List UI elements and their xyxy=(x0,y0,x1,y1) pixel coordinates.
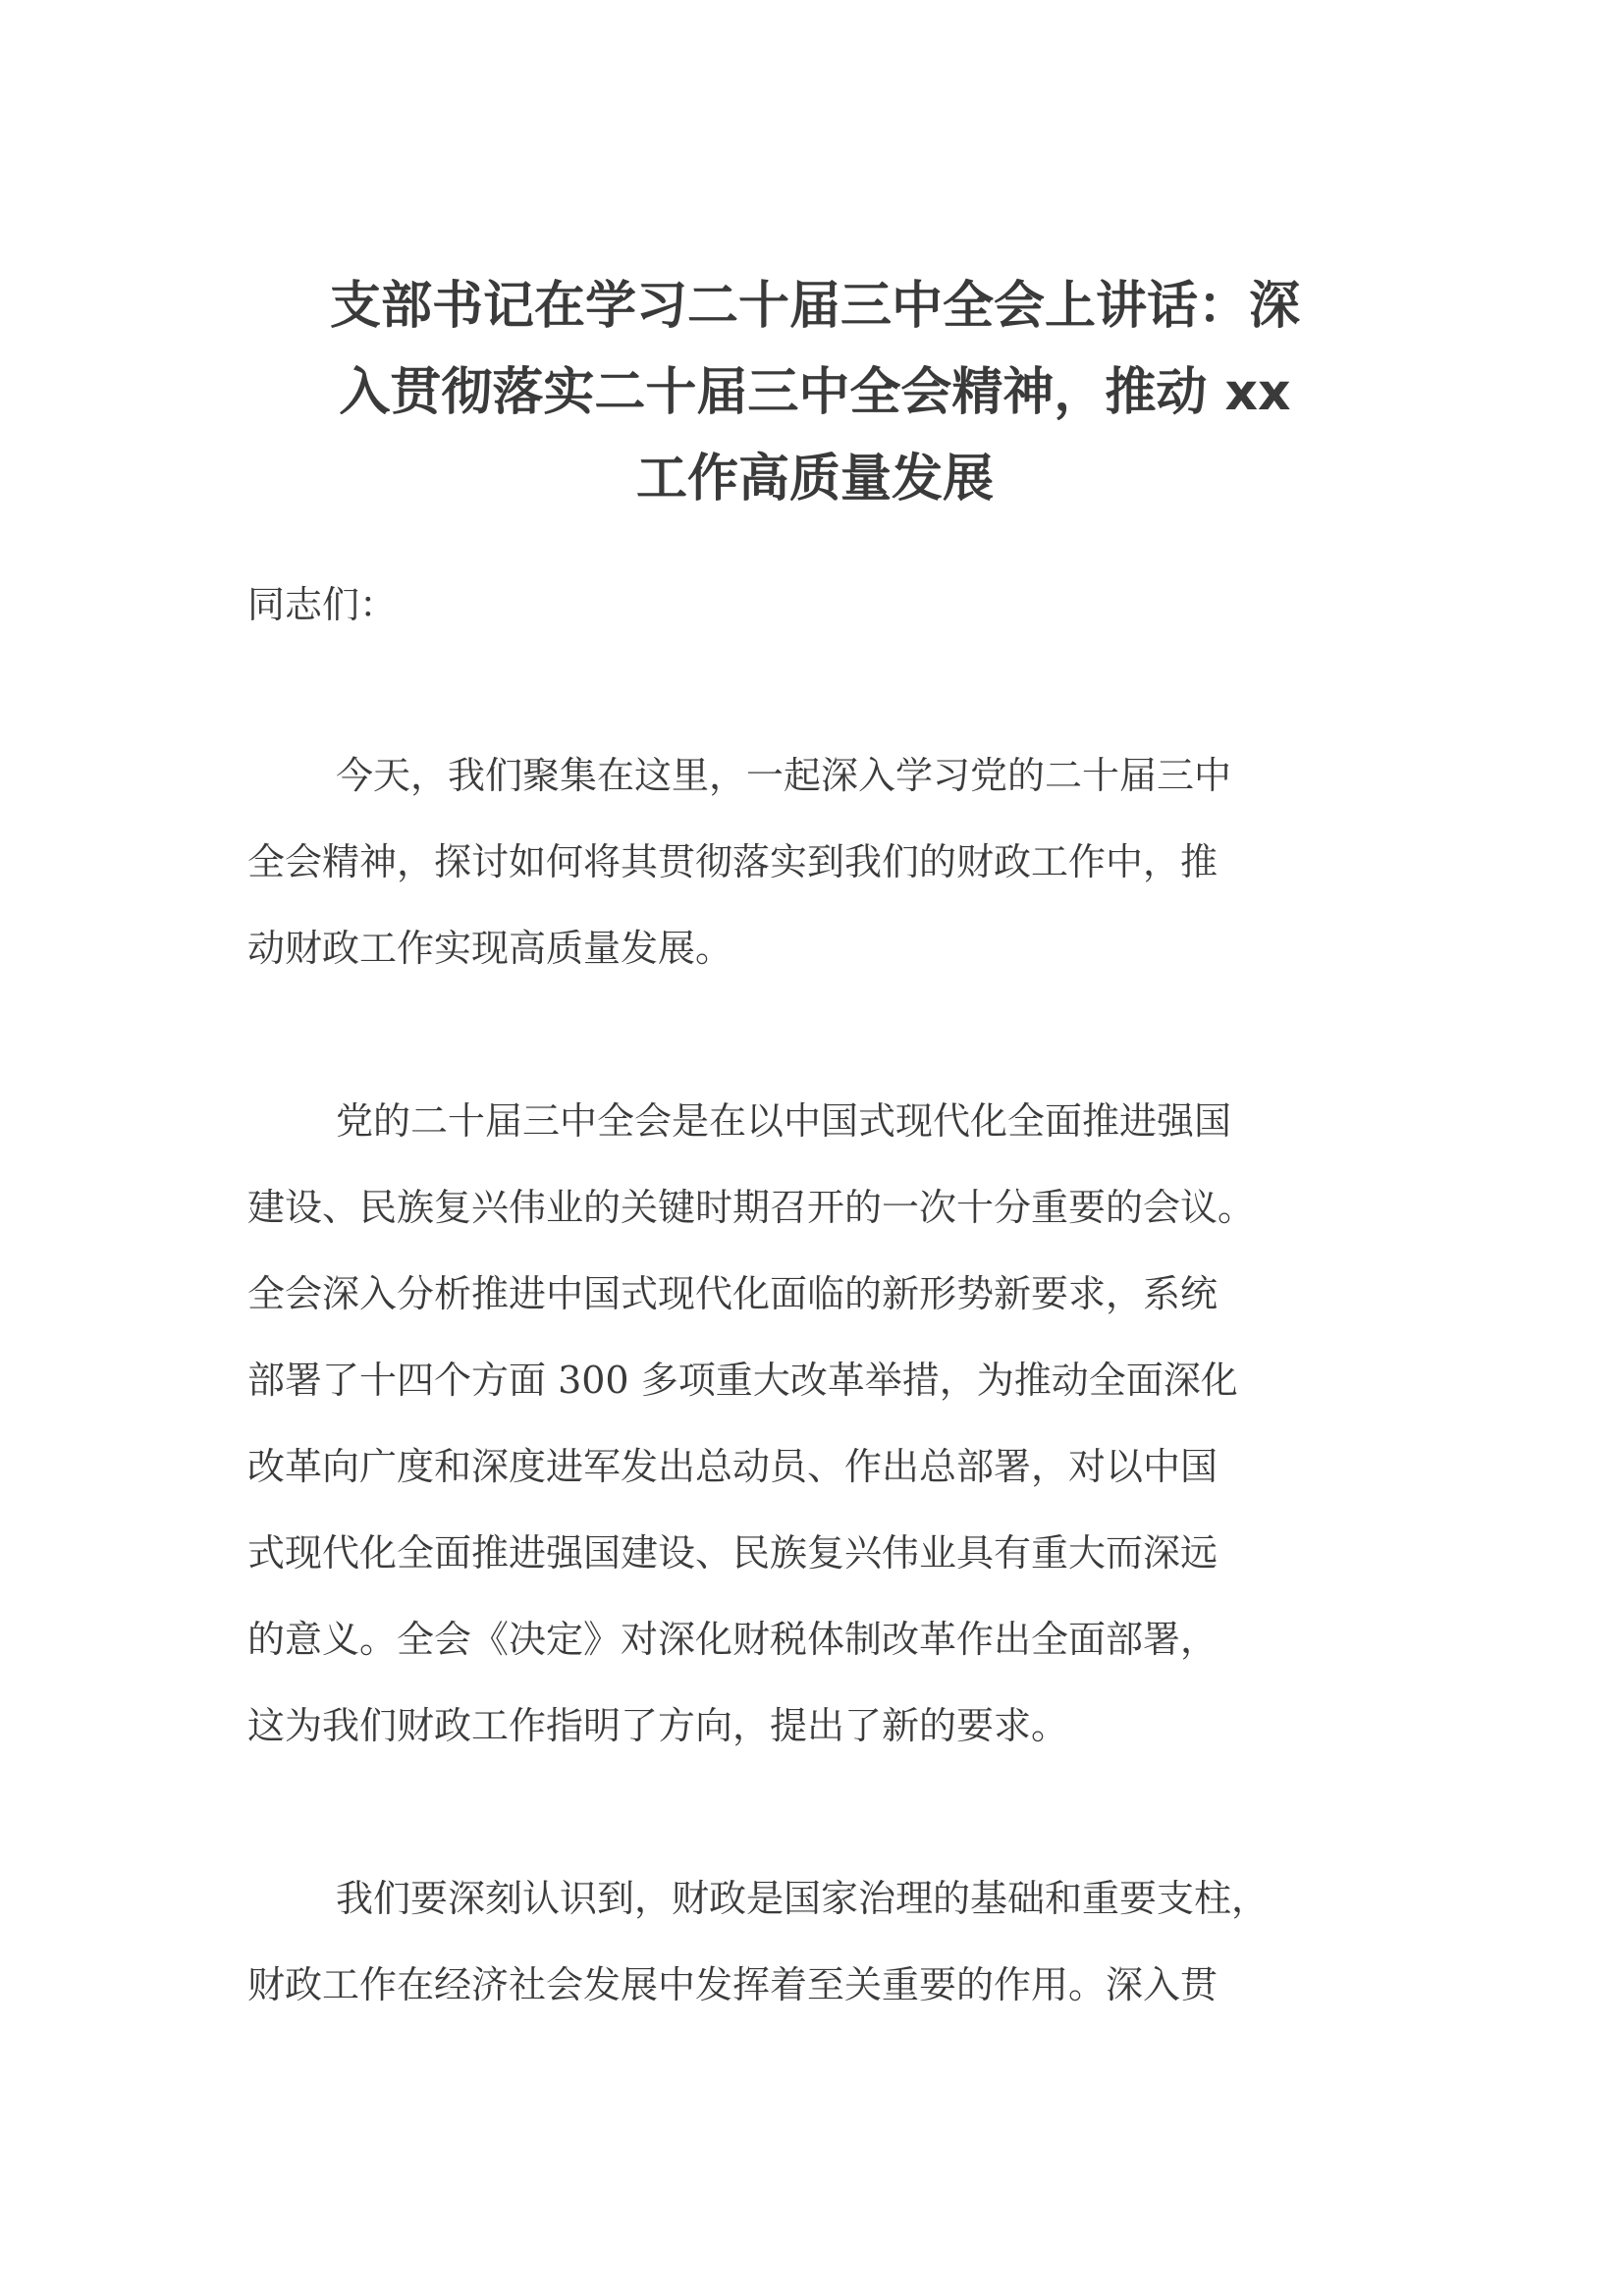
paragraph-line: 今天，我们聚集在这里，一起深入学习党的二十届三中 xyxy=(336,754,1232,797)
paragraph-line: 动财政工作实现高质量发展。 xyxy=(247,927,733,970)
title-line: 支部书记在学习二十届三中全会上讲话：深 xyxy=(329,277,1300,336)
paragraph-line: 党的二十届三中全会是在以中国式现代化全面推进强国 xyxy=(336,1099,1232,1143)
paragraph-line: 的意义。全会《决定》对深化财税体制改革作出全面部署， xyxy=(247,1618,1218,1661)
paragraph-1 xyxy=(247,732,1386,991)
greeting-text: 同志们： xyxy=(247,583,398,626)
paragraph-line: 全会深入分析推进中国式现代化面临的新形势新要求，系统 xyxy=(247,1272,1218,1315)
paragraph-3 xyxy=(247,1855,1386,2028)
paragraph-line: 部署了十四个方面 300 多项重大改革举措，为推动全面深化 xyxy=(247,1359,1238,1402)
greeting xyxy=(247,561,1386,648)
paragraph-line: 我们要深刻认识到，财政是国家治理的基础和重要支柱， xyxy=(336,1877,1270,1920)
paragraph-line: 改革向广度和深度进军发出总动员、作出总部署，对以中国 xyxy=(247,1445,1218,1488)
paragraph-2 xyxy=(247,1078,1386,1769)
title-line: 入贯彻落实二十届三中全会精神，推动 xx xyxy=(339,363,1291,422)
title-line: 工作高质量发展 xyxy=(635,450,994,508)
paragraph-line: 这为我们财政工作指明了方向，提出了新的要求。 xyxy=(247,1704,1069,1747)
document-title xyxy=(245,263,1384,522)
paragraph-line: 财政工作在经济社会发展中发挥着至关重要的作用。深入贯 xyxy=(247,1963,1218,2006)
paragraph-line: 全会精神，探讨如何将其贯彻落实到我们的财政工作中，推 xyxy=(247,840,1218,883)
paragraph-line: 式现代化全面推进强国建设、民族复兴伟业具有重大而深远 xyxy=(247,1531,1218,1575)
paragraph-line: 建设、民族复兴伟业的关键时期召开的一次十分重要的会议。 xyxy=(247,1186,1256,1229)
